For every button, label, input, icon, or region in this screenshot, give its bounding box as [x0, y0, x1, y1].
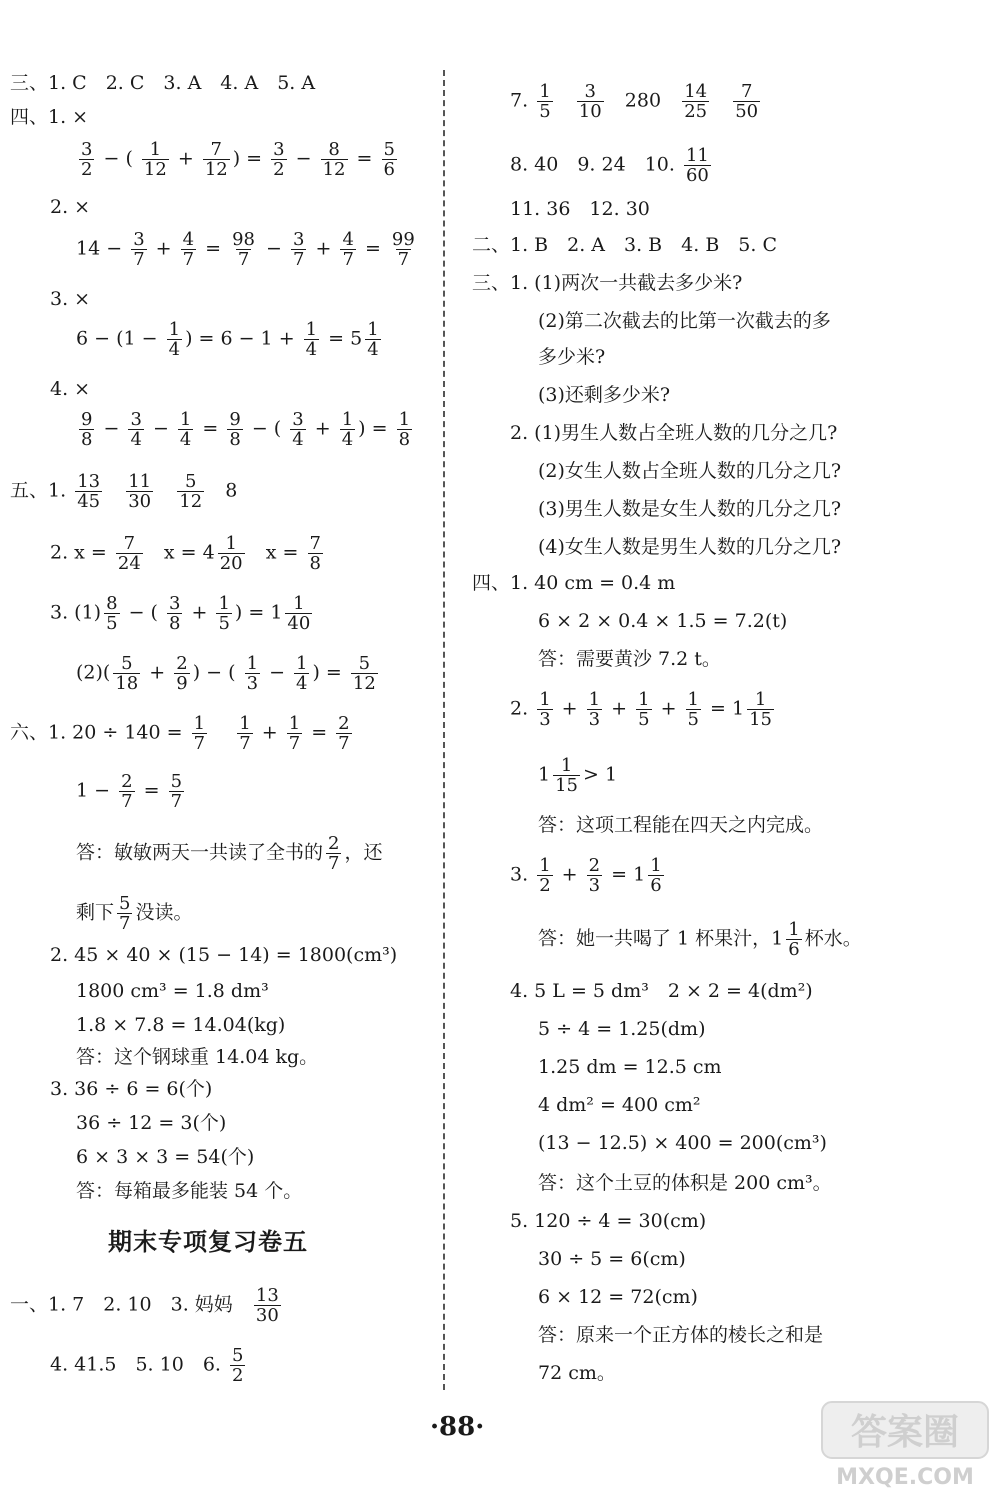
- answer-line: 5 ÷ 4 = 1.25(dm): [538, 1018, 706, 1040]
- answer-line: 答：这项工程能在四天之内完成。: [538, 814, 824, 836]
- answer-line: 2. (1)男生人数占全班人数的几分之几?: [510, 422, 838, 444]
- answer-line: 2. 45 × 40 × (15 − 14) = 1800(cm³): [50, 944, 398, 966]
- answer-line: 四、1. 40 cm = 0.4 m: [472, 572, 676, 594]
- answer-line: 4. 5 L = 5 dm³ 2 × 2 = 4(dm²): [510, 980, 813, 1002]
- math-line: 6 − (1 − $\frac{1}{4}$ ) = 6 − 1 + $\frac{1}{4}$ = 5 $\frac{1}{4}$: [76, 319, 379, 360]
- math-line: 1 − $\frac{2}{7}$ = $\frac{5}{7}$: [76, 771, 183, 812]
- answer-line: 1.8 × 7.8 = 14.04(kg): [76, 1014, 286, 1036]
- answer-line: 6 × 2 × 0.4 × 1.5 = 7.2(t): [538, 610, 788, 632]
- answer-line: 2. ×: [50, 196, 91, 218]
- watermark-logo: [820, 1400, 990, 1490]
- math-line: 六、1. 20 ÷ 140 = $\frac{1}{7}$ $\frac{1}{7}$ + $\frac{1}{7}$ = $\frac{2}{7}$: [10, 713, 350, 754]
- answer-line: (3)还剩多少米?: [538, 384, 671, 406]
- answer-line: 3. ×: [50, 288, 91, 310]
- answer-line: 6 × 3 × 3 = 54(个): [76, 1146, 255, 1168]
- svg-text:答案圈: 答案圈: [850, 1412, 960, 1453]
- math-line: $\frac{9}{8}$ − $\frac{3}{4}$ − $\frac{1}{4}$ = $\frac{9}{8}$ − ( $\frac{3}{4}$ + $\frac{1}{4}$ ) = $\frac{1}{8}$: [81, 409, 411, 450]
- answer-line: 三、1. (1)两次一共截去多少米?: [472, 272, 743, 294]
- answer-line: 多少米?: [538, 346, 606, 368]
- answer-line: 二、1. B 2. A 3. B 4. B 5. C: [472, 234, 777, 256]
- answer-line: 答：她一共喝了 1 杯果汁，1 $\frac{1}{6}$ 杯水。: [538, 919, 862, 960]
- svg-text:MXQE.COM: MXQE.COM: [836, 1465, 974, 1490]
- answer-line: 11. 36 12. 30: [510, 198, 650, 220]
- math-line: 8. 40 9. 24 10. $\frac{11}{60}$: [510, 145, 709, 186]
- answer-line: 答：这个土豆的体积是 200 cm³。: [538, 1172, 832, 1194]
- answer-line: 5. 120 ÷ 4 = 30(cm): [510, 1210, 707, 1232]
- math-line: 2. x = $\frac{7}{24}$ x = 4 $\frac{1}{20}$ x = $\frac{7}{8}$: [50, 533, 321, 574]
- answer-line: 72 cm。: [538, 1362, 616, 1384]
- math-line: 3. (1) $\frac{8}{5}$ − ( $\frac{3}{8}$ + $\frac{1}{5}$ ) = 1 $\frac{1}{40}$: [50, 593, 311, 634]
- math-line: 一、1. 7 2. 10 3. 妈妈 $\frac{13}{30}$: [10, 1285, 279, 1326]
- answer-line: 6 × 12 = 72(cm): [538, 1286, 698, 1308]
- answer-line: 答：原来一个正方体的棱长之和是: [538, 1324, 824, 1346]
- math-line: 4. 41.5 5. 10 6. $\frac{5}{2}$: [50, 1345, 244, 1386]
- answer-line: 答：这个钢球重 14.04 kg。: [76, 1046, 319, 1068]
- answer-line: (2)女生人数占全班人数的几分之几?: [538, 460, 842, 482]
- answer-line: 答：需要黄沙 7.2 t。: [538, 648, 721, 670]
- math-line: 3. $\frac{1}{2}$ + $\frac{2}{3}$ = 1 $\frac{1}{6}$: [510, 855, 662, 896]
- answer-line: 三、1. C 2. C 3. A 4. A 5. A: [10, 72, 316, 94]
- math-line: 7. $\frac{1}{5}$ $\frac{3}{10}$ 280 $\frac{14}{25}$ $\frac{7}{50}$: [510, 81, 759, 122]
- answer-line: 30 ÷ 5 = 6(cm): [538, 1248, 686, 1270]
- math-line: 五、1. $\frac{13}{45}$ $\frac{11}{30}$ $\frac{5}{12}$ 8: [10, 471, 238, 512]
- answer-line: (13 − 12.5) × 400 = 200(cm³): [538, 1132, 827, 1154]
- answer-line: 4. ×: [50, 378, 91, 400]
- math-line: (2)( $\frac{5}{18}$ + $\frac{2}{9}$ ) − ( $\frac{1}{3}$ − $\frac{1}{4}$ ) = $\frac{5}{12}$: [76, 653, 376, 694]
- answer-line: 1.25 dm = 12.5 cm: [538, 1056, 722, 1078]
- answer-line: (3)男生人数是女生人数的几分之几?: [538, 498, 842, 520]
- answer-line: 4 dm² = 400 cm²: [538, 1094, 701, 1116]
- section-title: 期末专项复习卷五: [108, 1228, 308, 1256]
- page-number: ·88·: [430, 1412, 485, 1442]
- answer-line: 3. 36 ÷ 6 = 6(个): [50, 1078, 213, 1100]
- math-line: $\frac{3}{2}$ − ( $\frac{1}{12}$ + $\frac{7}{12}$ ) = $\frac{3}{2}$ − $\frac{8}{12}$ = $\frac{5}{6}$: [81, 139, 395, 180]
- answer-line: 36 ÷ 12 = 3(个): [76, 1112, 227, 1134]
- math-line: 1 $\frac{1}{15}$ > 1: [538, 755, 618, 796]
- answer-line: 答：每箱最多能装 54 个。: [76, 1180, 303, 1202]
- answer-line: 剩下 $\frac{5}{7}$ 没读。: [76, 893, 193, 934]
- answer-line: 四、1. ×: [10, 106, 89, 128]
- column-divider: [443, 70, 445, 1390]
- answer-line: 答：敏敏两天一共读了全书的 $\frac{2}{7}$ ，还: [76, 833, 383, 874]
- answer-line: (4)女生人数是男生人数的几分之几?: [538, 536, 842, 558]
- math-line: 2. $\frac{1}{3}$ + $\frac{1}{3}$ + $\frac{1}{5}$ + $\frac{1}{5}$ = 1 $\frac{1}{15}$: [510, 689, 773, 730]
- answer-line: 1800 cm³ = 1.8 dm³: [76, 980, 269, 1002]
- answer-line: (2)第二次截去的比第一次截去的多: [538, 310, 831, 332]
- math-line: 14 − $\frac{3}{7}$ + $\frac{4}{7}$ = $\frac{98}{7}$ − $\frac{3}{7}$ + $\frac{4}{7}$ = $\frac{99}{7}$: [76, 229, 415, 270]
